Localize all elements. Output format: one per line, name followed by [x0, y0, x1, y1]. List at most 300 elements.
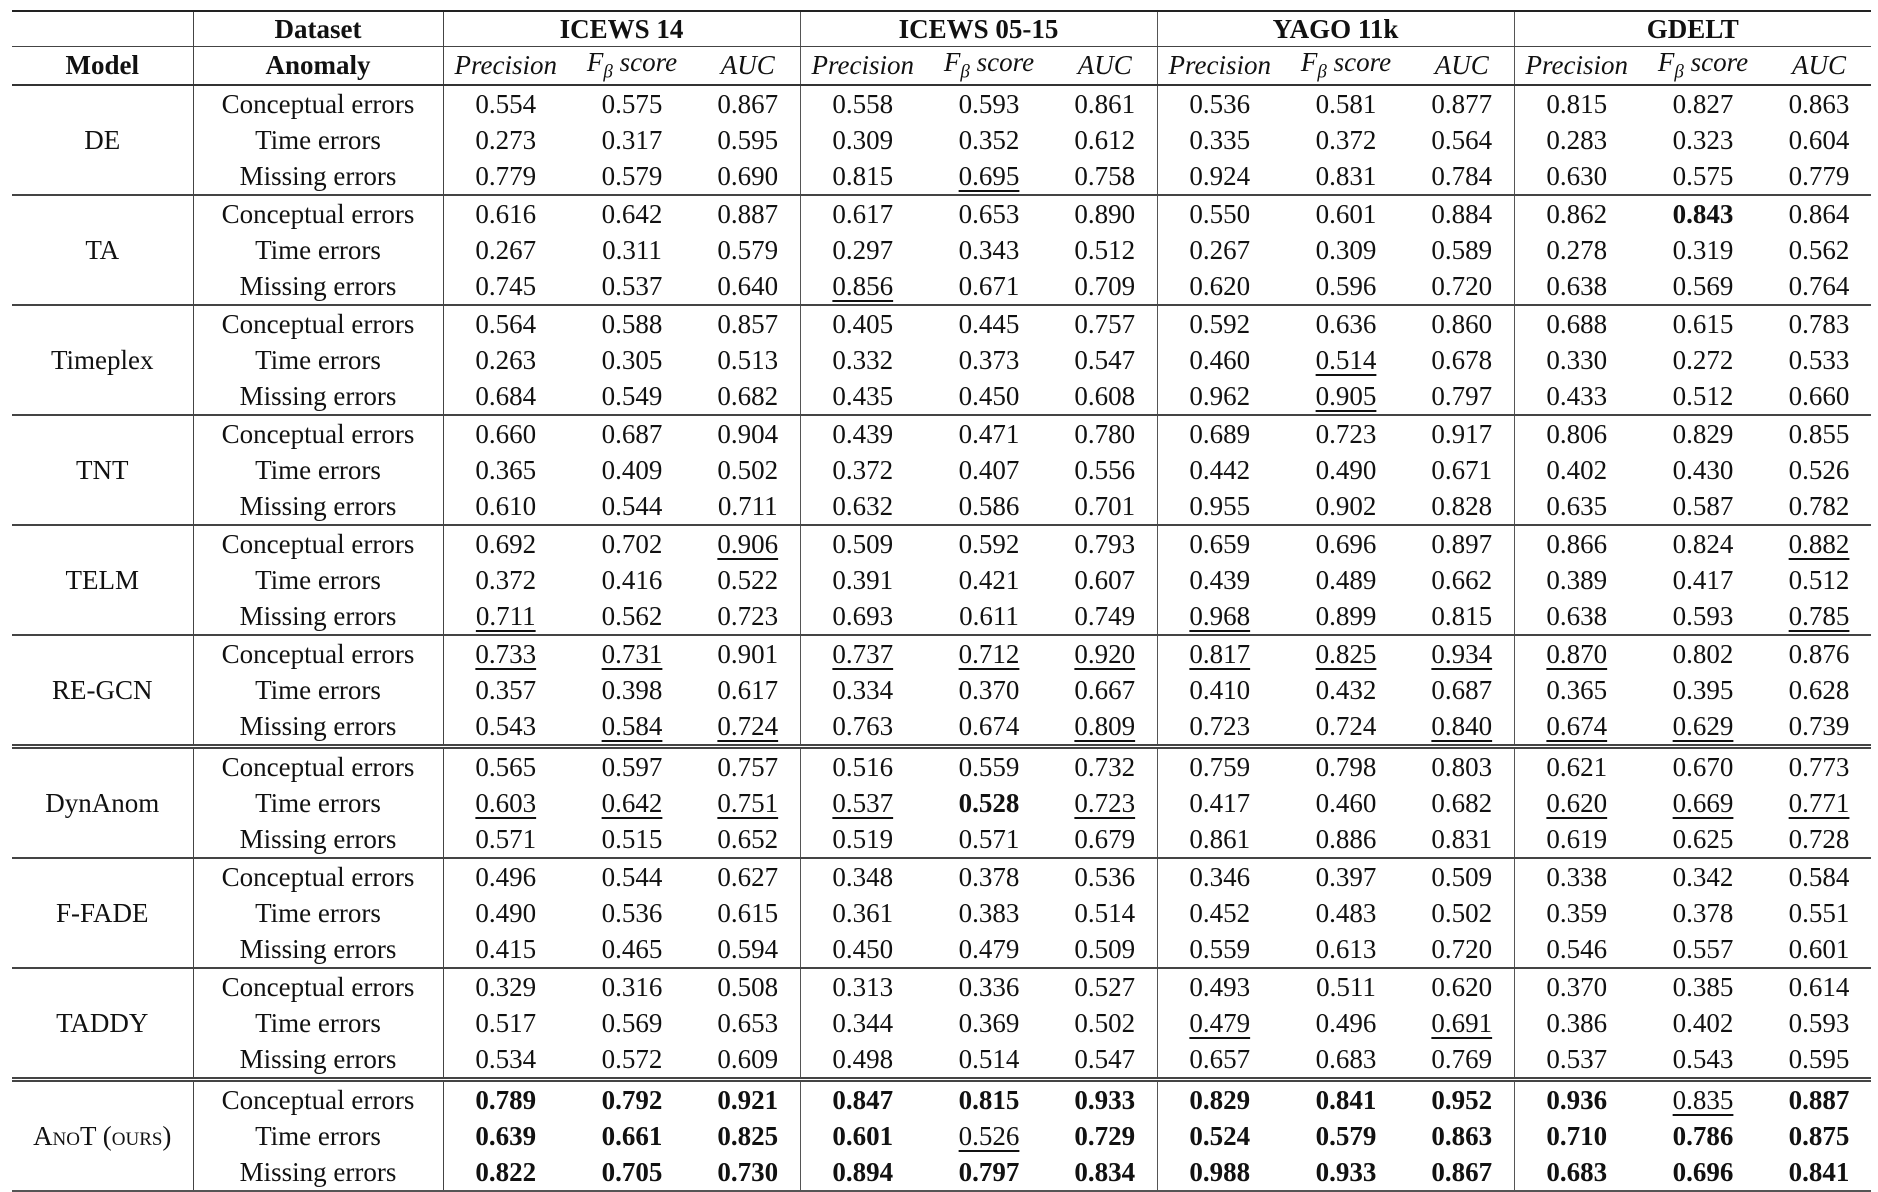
table-row [12, 931, 1871, 968]
metric-value: 0.728 [1788, 823, 1850, 854]
metric-value: 0.608 [1053, 378, 1157, 415]
metric-value: 0.882 [1767, 525, 1871, 562]
metric-value: 0.514 [1053, 895, 1157, 931]
anomaly-type: Time errors [193, 1118, 443, 1154]
table-row [12, 562, 1871, 598]
metric-value: 0.884 [1410, 195, 1514, 232]
metric-value: 0.405 [800, 305, 925, 342]
metric-value: 0.798 [1282, 747, 1410, 786]
table-row [12, 598, 1871, 635]
table-row [12, 195, 1871, 232]
metric-value: 0.383 [958, 897, 1020, 928]
metric-value: 0.526 [958, 1120, 1020, 1151]
metric-value: 0.678 [1410, 342, 1514, 378]
anomaly-type: Conceptual errors [193, 968, 443, 1005]
metric-value: 0.834 [1053, 1154, 1157, 1191]
metric-value: 0.737 [800, 635, 925, 672]
metric-value: 0.313 [800, 968, 925, 1005]
metric-value: 0.439 [1189, 564, 1251, 595]
metric-value: 0.373 [958, 344, 1020, 375]
table-row [12, 635, 1871, 672]
metric-value: 0.723 [1189, 710, 1251, 741]
metric-value: 0.758 [1053, 158, 1157, 195]
metric-value: 0.547 [1053, 1041, 1157, 1080]
metric-value: 0.596 [1315, 270, 1377, 301]
metric-value: 0.773 [1767, 747, 1871, 786]
metric-value: 0.556 [1053, 452, 1157, 488]
metric-value: 0.267 [1189, 234, 1251, 265]
metric-value: 0.683 [1315, 1043, 1377, 1074]
metric-value: 0.621 [1514, 747, 1639, 786]
table-row [12, 122, 1871, 158]
metric-value: 0.921 [696, 1080, 800, 1119]
metric-value: 0.512 [1672, 380, 1734, 411]
metric-value: 0.802 [1639, 635, 1767, 672]
metric-value: 0.630 [1546, 160, 1608, 191]
metric-value: 0.642 [601, 787, 663, 818]
metric-value: 0.502 [696, 452, 800, 488]
table-row [12, 378, 1871, 415]
metric-value: 0.514 [958, 1043, 1020, 1074]
model-name: AnoT (ours) [12, 1080, 193, 1192]
metric-value: 0.479 [1189, 1007, 1251, 1038]
metric-value: 0.361 [832, 897, 894, 928]
metric-value: 0.870 [1514, 635, 1639, 672]
anomaly-type: Time errors [193, 1005, 443, 1041]
metric-value: 0.344 [832, 1007, 894, 1038]
metric-value: 0.815 [925, 1080, 1053, 1119]
metric-value: 0.729 [1053, 1118, 1157, 1154]
metric-value: 0.660 [1788, 380, 1850, 411]
metric-value: 0.831 [1410, 821, 1514, 858]
metric-value: 0.514 [1315, 344, 1377, 375]
metric-value: 0.565 [443, 747, 568, 786]
metric-value: 0.592 [1157, 305, 1282, 342]
anomaly-type: Time errors [193, 232, 443, 268]
metric-value: 0.569 [601, 1007, 663, 1038]
metric-value: 0.780 [1053, 415, 1157, 452]
metric-value: 0.639 [475, 1120, 537, 1151]
metric-value: 0.662 [1410, 562, 1514, 598]
metric-value: 0.263 [475, 344, 537, 375]
metric-value: 0.691 [1410, 1005, 1514, 1041]
metric-value: 0.968 [1189, 600, 1251, 631]
metric-value: 0.564 [443, 305, 568, 342]
dataset-yago11k: YAGO 11k [1157, 11, 1514, 47]
metric-value: 0.779 [475, 160, 537, 191]
metric-value: 0.745 [475, 270, 537, 301]
metric-value: 0.402 [1672, 1007, 1734, 1038]
metric-value: 0.551 [1788, 897, 1850, 928]
metric-value: 0.867 [1410, 1154, 1514, 1191]
anomaly-type: Conceptual errors [193, 858, 443, 895]
metric-value: 0.323 [1672, 124, 1734, 155]
anomaly-type: Time errors [193, 452, 443, 488]
metric-value: 0.601 [832, 1120, 894, 1151]
metric-value: 0.512 [1053, 232, 1157, 268]
metric-value: 0.917 [1410, 415, 1514, 452]
metric-value: 0.342 [1639, 858, 1767, 895]
metric-value: 0.509 [800, 525, 925, 562]
metric-value: 0.862 [1514, 195, 1639, 232]
metric-value: 0.902 [1315, 490, 1377, 521]
metric-value: 0.887 [696, 195, 800, 232]
metric-value: 0.508 [696, 968, 800, 1005]
metric-value: 0.936 [1514, 1080, 1639, 1119]
metric-value: 0.272 [1672, 344, 1734, 375]
metric-value: 0.398 [601, 674, 663, 705]
metric-value: 0.688 [1514, 305, 1639, 342]
metric-value: 0.564 [1410, 122, 1514, 158]
table-row [12, 452, 1871, 488]
metric-value: 0.841 [1767, 1154, 1871, 1191]
metric-value: 0.559 [1189, 933, 1251, 964]
metric-value: 0.498 [832, 1043, 894, 1074]
metric-fbeta-header: $F_\beta$ score [1639, 47, 1767, 86]
metric-value: 0.586 [958, 490, 1020, 521]
metric-value: 0.417 [1189, 787, 1251, 818]
metric-value: 0.827 [1672, 88, 1734, 119]
metric-value: 0.702 [568, 525, 696, 562]
model-name: TNT [12, 415, 193, 525]
metric-value: 0.332 [832, 344, 894, 375]
metric-value: 0.731 [568, 635, 696, 672]
anomaly-type: Missing errors [193, 488, 443, 525]
metric-value: 0.421 [958, 564, 1020, 595]
anomaly-type: Conceptual errors [193, 415, 443, 452]
metric-value: 0.329 [443, 968, 568, 1005]
metric-value: 0.571 [475, 823, 537, 854]
metric-value: 0.803 [1410, 747, 1514, 786]
metric-value: 0.640 [696, 268, 800, 305]
metric-value: 0.724 [1315, 710, 1377, 741]
metric-value: 0.509 [1410, 858, 1514, 895]
metric-value: 0.334 [832, 674, 894, 705]
metric-value: 0.571 [958, 823, 1020, 854]
table-row [12, 821, 1871, 858]
metric-value: 0.370 [958, 674, 1020, 705]
table-row [12, 858, 1871, 895]
metric-value: 0.632 [832, 490, 894, 521]
metric-value: 0.536 [601, 897, 663, 928]
metric-value: 0.311 [602, 234, 662, 265]
metric-value: 0.792 [568, 1080, 696, 1119]
metric-value: 0.365 [475, 454, 537, 485]
metric-value: 0.659 [1157, 525, 1282, 562]
metric-value: 0.343 [958, 234, 1020, 265]
metric-value: 0.534 [475, 1043, 537, 1074]
metric-value: 0.527 [1053, 968, 1157, 1005]
metric-value: 0.835 [1639, 1080, 1767, 1119]
metric-value: 0.615 [1639, 305, 1767, 342]
table-row [12, 1041, 1871, 1080]
metric-value: 0.617 [800, 195, 925, 232]
metric-value: 0.460 [1315, 787, 1377, 818]
table-row [12, 232, 1871, 268]
metric-auc-header: AUC [696, 47, 800, 86]
metric-value: 0.389 [1546, 564, 1608, 595]
metric-value: 0.723 [1282, 415, 1410, 452]
metric-value: 0.610 [475, 490, 537, 521]
metric-value: 0.559 [925, 747, 1053, 786]
metric-value: 0.391 [832, 564, 894, 595]
anomaly-type: Missing errors [193, 931, 443, 968]
metric-value: 0.352 [958, 124, 1020, 155]
dataset-gdelt: GDELT [1514, 11, 1871, 47]
metric-auc-header: AUC [1053, 47, 1157, 86]
metric-value: 0.562 [601, 600, 663, 631]
metric-value: 0.933 [1282, 1154, 1410, 1191]
anomaly-type: Time errors [193, 122, 443, 158]
metric-value: 0.724 [696, 708, 800, 747]
metric-value: 0.763 [832, 710, 894, 741]
table-row [12, 708, 1871, 747]
metric-value: 0.603 [475, 787, 537, 818]
metric-value: 0.346 [1157, 858, 1282, 895]
metric-value: 0.549 [601, 380, 663, 411]
metric-value: 0.863 [1410, 1118, 1514, 1154]
metric-value: 0.687 [568, 415, 696, 452]
table-row [12, 1154, 1871, 1191]
metric-value: 0.614 [1767, 968, 1871, 1005]
metric-value: 0.584 [1767, 858, 1871, 895]
metric-value: 0.784 [1410, 158, 1514, 195]
metric-value: 0.904 [696, 415, 800, 452]
metric-value: 0.445 [925, 305, 1053, 342]
metric-value: 0.609 [696, 1041, 800, 1080]
metric-value: 0.417 [1672, 564, 1734, 595]
metric-value: 0.696 [1639, 1154, 1767, 1191]
metric-value: 0.587 [1672, 490, 1734, 521]
metric-value: 0.638 [1546, 270, 1608, 301]
metric-value: 0.278 [1546, 234, 1608, 265]
metric-value: 0.638 [1546, 600, 1608, 631]
metric-value: 0.876 [1767, 635, 1871, 672]
metric-value: 0.338 [1514, 858, 1639, 895]
metric-value: 0.537 [832, 787, 894, 818]
metric-value: 0.653 [925, 195, 1053, 232]
table-row [12, 525, 1871, 562]
metric-value: 0.589 [1410, 232, 1514, 268]
metric-value: 0.536 [1189, 88, 1251, 119]
model-header-empty [12, 11, 193, 47]
metric-value: 0.720 [1410, 268, 1514, 305]
metric-value: 0.579 [1315, 1120, 1377, 1151]
metric-value: 0.543 [1672, 1043, 1734, 1074]
metric-value: 0.378 [1672, 897, 1734, 928]
metric-value: 0.528 [958, 787, 1020, 818]
metric-value: 0.546 [1546, 933, 1608, 964]
metric-value: 0.786 [1672, 1120, 1734, 1151]
metric-value: 0.723 [1053, 785, 1157, 821]
metric-value: 0.319 [1672, 234, 1734, 265]
metric-value: 0.824 [1639, 525, 1767, 562]
metric-value: 0.562 [1788, 234, 1850, 265]
metric-value: 0.533 [1788, 344, 1850, 375]
table-row [12, 415, 1871, 452]
anomaly-type: Conceptual errors [193, 305, 443, 342]
metric-value: 0.357 [475, 674, 537, 705]
metric-value: 0.692 [443, 525, 568, 562]
metric-value: 0.597 [568, 747, 696, 786]
metric-value: 0.652 [696, 821, 800, 858]
table-row [12, 968, 1871, 1005]
anomaly-type: Time errors [193, 562, 443, 598]
metric-value: 0.450 [832, 933, 894, 964]
metric-value: 0.657 [1189, 1043, 1251, 1074]
metric-value: 0.369 [958, 1007, 1020, 1038]
metric-value: 0.797 [1410, 378, 1514, 415]
dataset-header: Dataset [193, 11, 443, 47]
metric-value: 0.739 [1788, 710, 1850, 741]
metric-value: 0.607 [1053, 562, 1157, 598]
metric-value: 0.759 [1157, 747, 1282, 786]
metric-value: 0.593 [958, 88, 1020, 119]
metric-value: 0.689 [1157, 415, 1282, 452]
metric-value: 0.309 [1315, 234, 1377, 265]
metric-value: 0.513 [696, 342, 800, 378]
metric-value: 0.543 [475, 710, 537, 741]
metric-value: 0.785 [1788, 600, 1850, 631]
metric-value: 0.569 [1672, 270, 1734, 301]
anomaly-type: Missing errors [193, 821, 443, 858]
metric-value: 0.496 [1315, 1007, 1377, 1038]
metric-value: 0.661 [601, 1120, 663, 1151]
metric-value: 0.815 [1410, 598, 1514, 635]
table-row [12, 85, 1871, 122]
metric-value: 0.490 [1315, 454, 1377, 485]
metric-value: 0.588 [568, 305, 696, 342]
metric-value: 0.575 [1672, 160, 1734, 191]
metric-value: 0.620 [1189, 270, 1251, 301]
metric-value: 0.617 [696, 672, 800, 708]
metric-value: 0.517 [475, 1007, 537, 1038]
metric-value: 0.906 [696, 525, 800, 562]
table-row [12, 1005, 1871, 1041]
metric-value: 0.679 [1053, 821, 1157, 858]
metric-value: 0.864 [1767, 195, 1871, 232]
metric-value: 0.905 [1315, 380, 1377, 411]
metric-value: 0.579 [696, 232, 800, 268]
metric-value: 0.512 [1788, 564, 1850, 595]
metric-value: 0.670 [1639, 747, 1767, 786]
metric-value: 0.732 [1053, 747, 1157, 786]
metric-value: 0.749 [1053, 598, 1157, 635]
metric-value: 0.372 [475, 564, 537, 595]
table-row [12, 747, 1871, 786]
model-name: TA [12, 195, 193, 305]
metric-value: 0.305 [601, 344, 663, 375]
metric-value: 0.682 [1410, 785, 1514, 821]
anomaly-type: Missing errors [193, 158, 443, 195]
metric-value: 0.674 [1546, 710, 1608, 741]
anomaly-type: Conceptual errors [193, 195, 443, 232]
metric-value: 0.526 [1788, 454, 1850, 485]
metric-value: 0.831 [1315, 160, 1377, 191]
metric-value: 0.442 [1189, 454, 1251, 485]
metric-value: 0.642 [568, 195, 696, 232]
metric-value: 0.479 [958, 933, 1020, 964]
metric-value: 0.782 [1788, 490, 1850, 521]
metric-value: 0.779 [1788, 160, 1850, 191]
metric-fbeta-header: $F_\beta$ score [568, 47, 696, 86]
metric-value: 0.283 [1546, 124, 1608, 155]
metric-value: 0.771 [1788, 787, 1850, 818]
metric-value: 0.711 [475, 600, 536, 631]
metric-value: 0.471 [925, 415, 1053, 452]
metric-value: 0.537 [601, 270, 663, 301]
metric-value: 0.628 [1788, 674, 1850, 705]
metric-value: 0.789 [443, 1080, 568, 1119]
metric-value: 0.825 [1282, 635, 1410, 672]
metric-value: 0.493 [1157, 968, 1282, 1005]
metric-value: 0.861 [1053, 85, 1157, 122]
metric-value: 0.815 [832, 160, 894, 191]
metric-value: 0.410 [1189, 674, 1251, 705]
metric-value: 0.579 [601, 160, 663, 191]
metric-value: 0.828 [1410, 488, 1514, 525]
metric-value: 0.601 [1788, 933, 1850, 964]
metric-value: 0.297 [832, 234, 894, 265]
anomaly-type: Time errors [193, 342, 443, 378]
metric-value: 0.867 [696, 85, 800, 122]
metric-value: 0.612 [1053, 122, 1157, 158]
metric-value: 0.687 [1410, 672, 1514, 708]
metric-value: 0.793 [1053, 525, 1157, 562]
metric-value: 0.829 [1639, 415, 1767, 452]
metric-value: 0.439 [800, 415, 925, 452]
table-row [12, 785, 1871, 821]
metric-value: 0.887 [1767, 1080, 1871, 1119]
metric-value: 0.584 [601, 710, 663, 741]
metric-value: 0.696 [1282, 525, 1410, 562]
metric-value: 0.701 [1053, 488, 1157, 525]
table-row [12, 672, 1871, 708]
metric-value: 0.636 [1282, 305, 1410, 342]
metric-value: 0.856 [832, 270, 894, 301]
metric-value: 0.516 [800, 747, 925, 786]
metric-value: 0.592 [925, 525, 1053, 562]
metric-value: 0.483 [1315, 897, 1377, 928]
metric-value: 0.709 [1053, 268, 1157, 305]
metric-value: 0.575 [601, 88, 663, 119]
table-row [12, 158, 1871, 195]
metric-value: 0.783 [1767, 305, 1871, 342]
metric-auc-header: AUC [1767, 47, 1871, 86]
metric-value: 0.855 [1767, 415, 1871, 452]
metric-value: 0.705 [568, 1154, 696, 1191]
metric-value: 0.660 [443, 415, 568, 452]
metric-value: 0.894 [800, 1154, 925, 1191]
table-row [12, 1080, 1871, 1119]
metric-value: 0.684 [475, 380, 537, 411]
metric-value: 0.615 [696, 895, 800, 931]
metric-value: 0.490 [475, 897, 537, 928]
metric-value: 0.524 [1189, 1120, 1251, 1151]
metric-value: 0.554 [475, 88, 537, 119]
metric-value: 0.920 [1053, 635, 1157, 672]
metric-value: 0.619 [1546, 823, 1608, 854]
metric-value: 0.336 [925, 968, 1053, 1005]
metric-value: 0.407 [958, 454, 1020, 485]
metric-value: 0.897 [1410, 525, 1514, 562]
metric-value: 0.316 [568, 968, 696, 1005]
metric-value: 0.825 [696, 1118, 800, 1154]
metric-value: 0.625 [1672, 823, 1734, 854]
metric-value: 0.847 [800, 1080, 925, 1119]
metric-value: 0.359 [1546, 897, 1608, 928]
metric-value: 0.924 [1189, 160, 1251, 191]
